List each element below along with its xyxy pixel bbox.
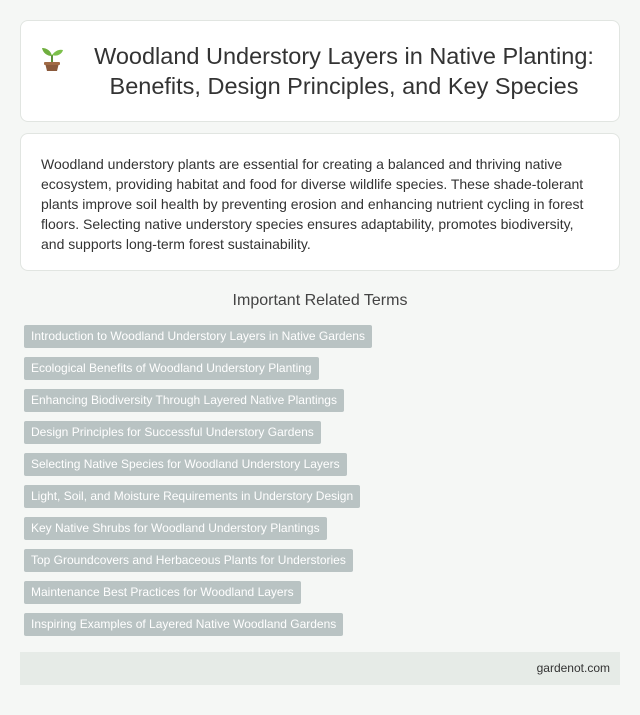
seedling-icon (37, 43, 67, 73)
footer (20, 652, 620, 685)
intro-card (20, 133, 620, 271)
term-tag-groundcovers[interactable]: Top Groundcovers and Herbaceous Plants for Understories (24, 549, 353, 572)
term-tag-ecological-benefits[interactable]: Ecological Benefits of Woodland Understory Planting (24, 357, 319, 380)
footer-site-link[interactable]: gardenot.com (536, 661, 610, 675)
term-tag-selecting-species[interactable]: Selecting Native Species for Woodland Understory Layers (24, 453, 347, 476)
terms-heading: Important Related Terms (232, 292, 408, 309)
term-tag-inspiring-examples[interactable]: Inspiring Examples of Layered Native Woodland Gardens (24, 613, 343, 636)
title-wrap (21, 41, 619, 101)
title-card (20, 20, 620, 122)
term-tag-native-shrubs[interactable]: Key Native Shrubs for Woodland Understory Plantings (24, 517, 327, 540)
intro-paragraph: Woodland understory plants are essential for creating a balanced and thriving native ecosystem, providing habitat and food for diverse wildlife species. These shade-tolerant plants improve soil health by preventing erosion and enhancing nutrient cycling in forest floors. Selecting native understory species ensures adaptability, promotes biodiversity, and supports long-term forest sustainability. (41, 156, 584, 252)
page-title: Woodland Understory Layers in Native Planting: Benefits, Design Principles, and Key Species (94, 43, 594, 99)
term-tag-maintenance[interactable]: Maintenance Best Practices for Woodland Layers (24, 581, 301, 604)
term-tag-requirements[interactable]: Light, Soil, and Moisture Requirements in Understory Design (24, 485, 360, 508)
related-terms-list (24, 325, 616, 645)
term-tag-introduction[interactable]: Introduction to Woodland Understory Layers in Native Gardens (24, 325, 372, 348)
term-tag-biodiversity[interactable]: Enhancing Biodiversity Through Layered Native Plantings (24, 389, 344, 412)
term-tag-design-principles[interactable]: Design Principles for Successful Understory Gardens (24, 421, 321, 444)
